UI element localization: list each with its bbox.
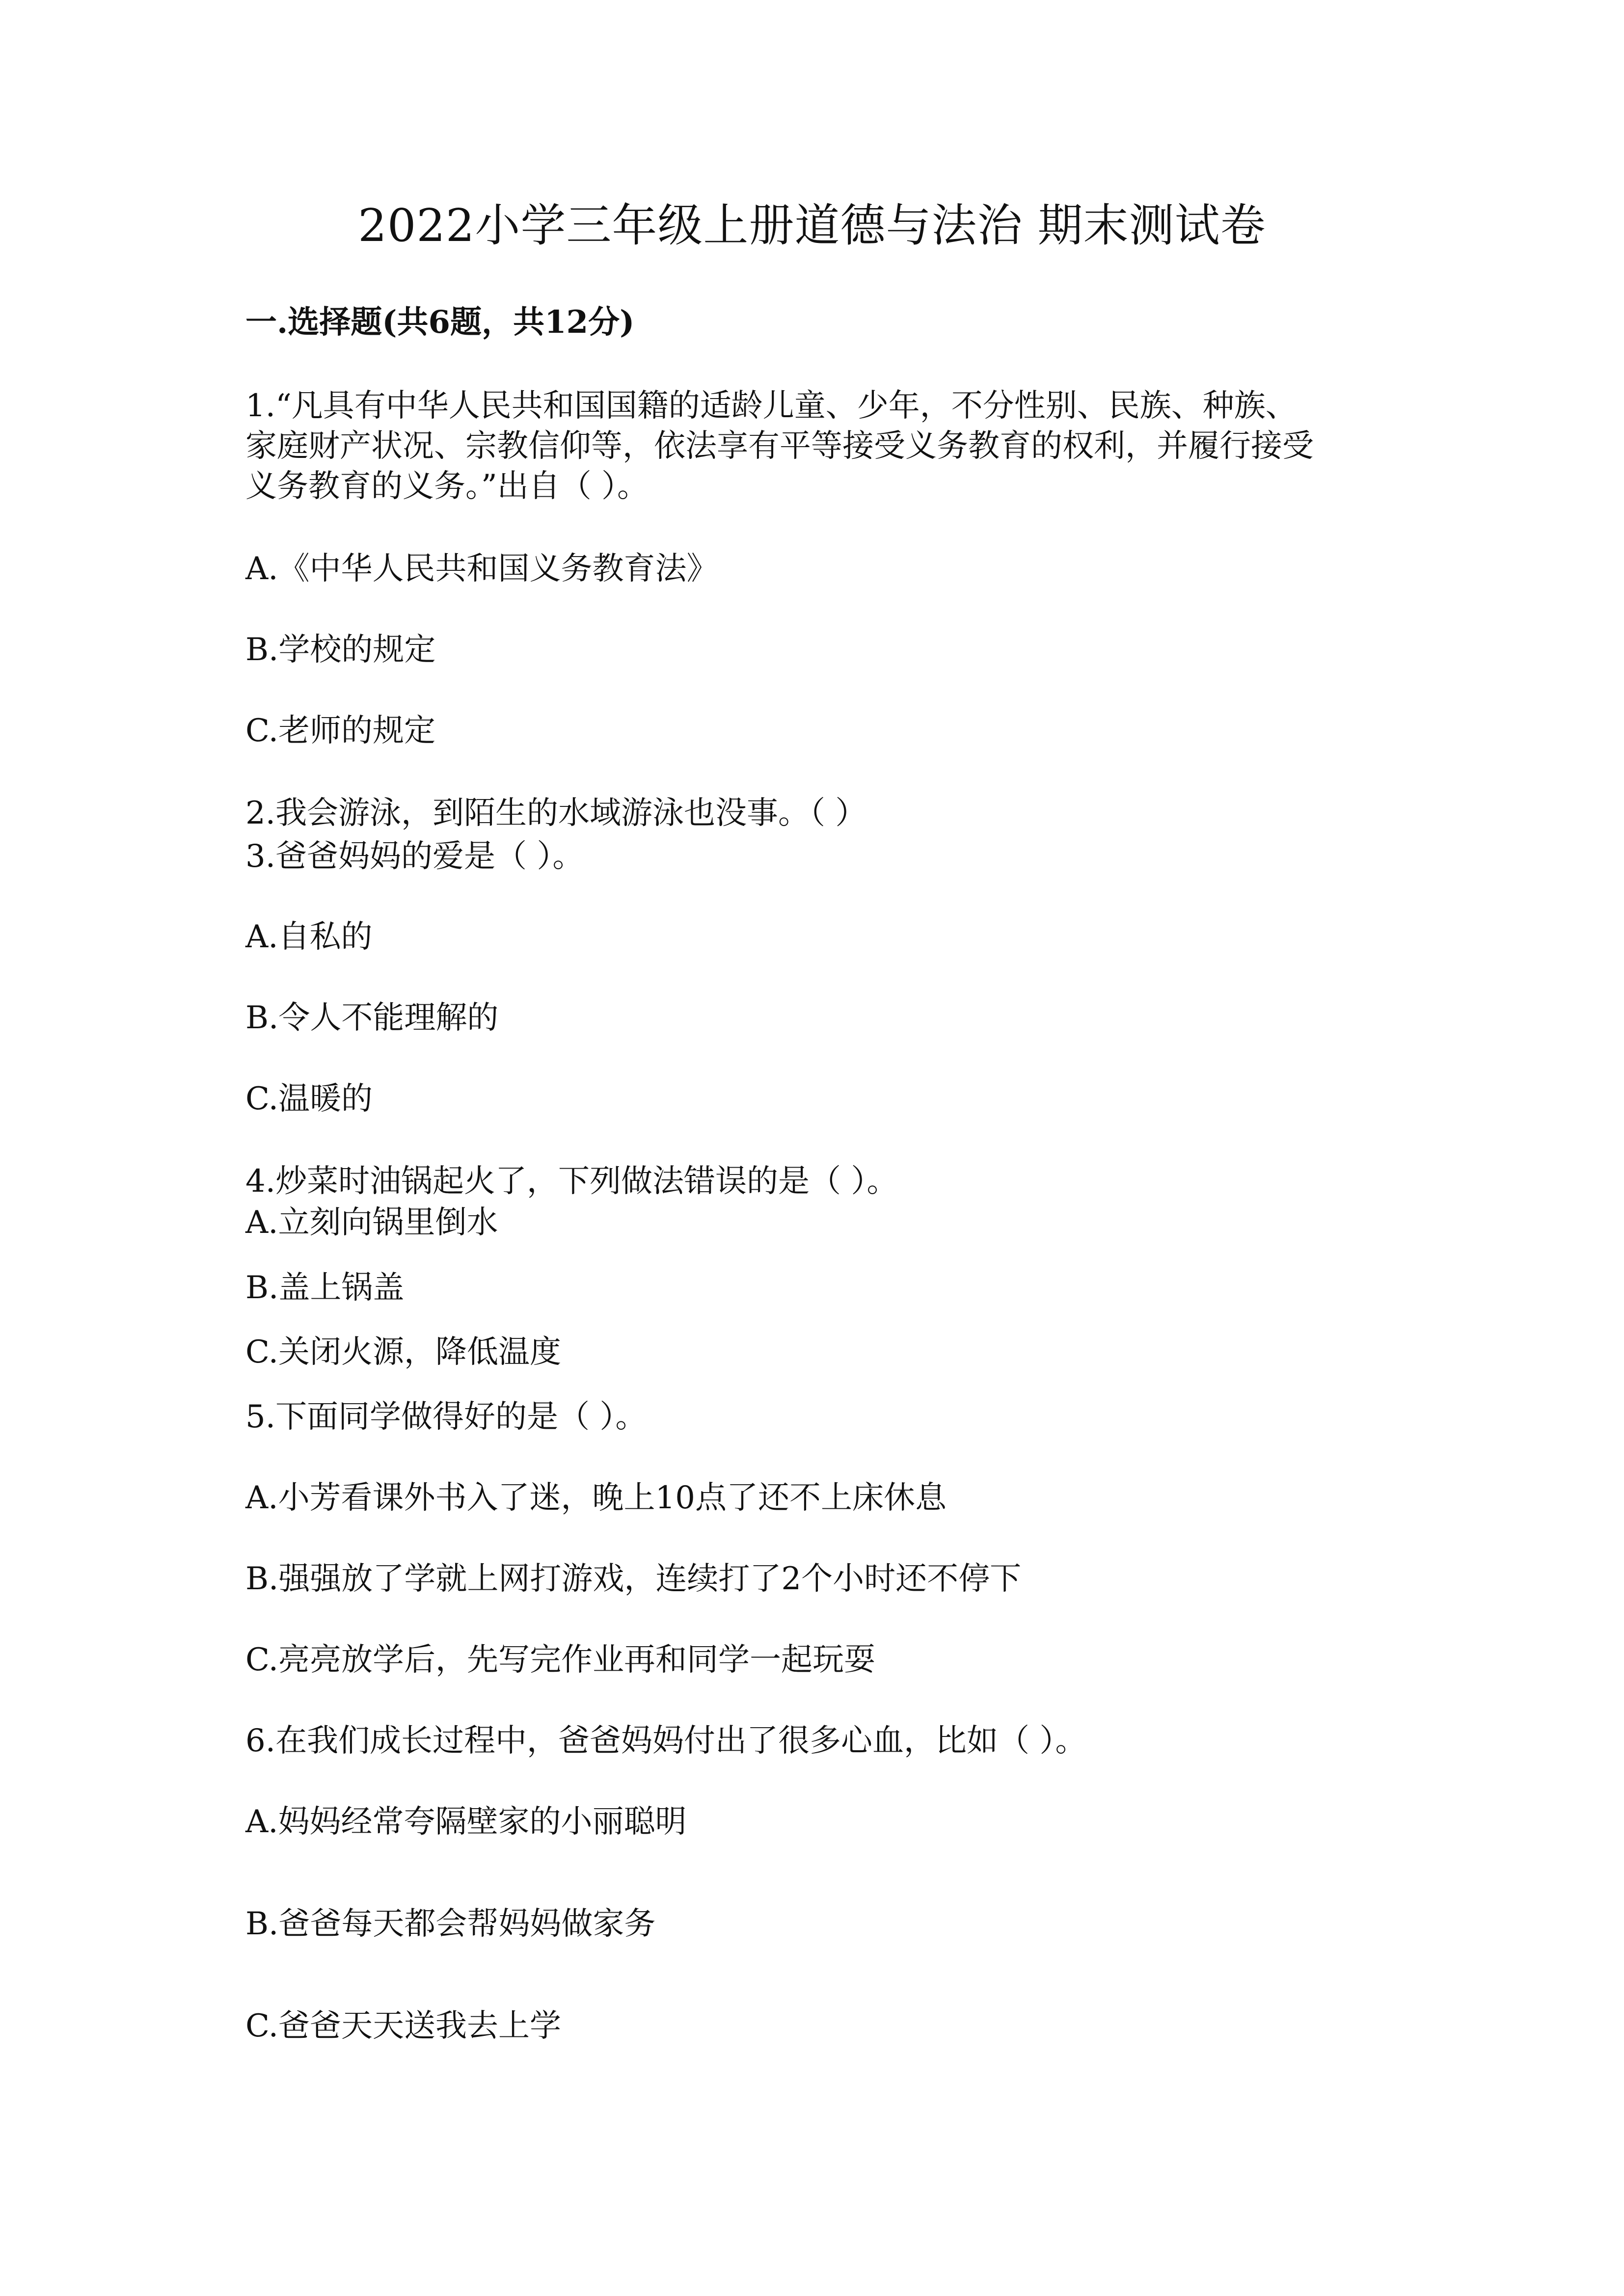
question-1-option-b: B.学校的规定 [245, 632, 436, 668]
question-1-line-1: 1.“凡具有中华人民共和国国籍的适龄儿童、少年，不分性别、民族、种族、 [245, 388, 1297, 424]
question-4-option-a: A.立刻向锅里倒水 [245, 1204, 498, 1241]
question-6-option-c: C.爸爸天天送我去上学 [245, 2008, 562, 2044]
question-1-option-c: C.老师的规定 [245, 713, 436, 749]
question-3-option-a: A.自私的 [245, 919, 373, 955]
question-1-line-3: 义务教育的义务。”出自（ ）。 [245, 468, 649, 505]
page-title: 2022小学三年级上册道德与法治 期末测试卷 [358, 199, 1266, 252]
question-3: 3.爸爸妈妈的爱是（ ）。 [245, 838, 584, 875]
question-5-option-b: B.强强放了学就上网打游戏，连续打了2个小时还不停下 [245, 1561, 1022, 1597]
question-6-option-b: B.爸爸每天都会帮妈妈做家务 [245, 1906, 656, 1942]
question-3-option-b: B.令人不能理解的 [245, 1000, 499, 1036]
question-5: 5.下面同学做得好的是（ ）。 [245, 1399, 647, 1435]
question-5-option-c: C.亮亮放学后，先写完作业再和同学一起玩耍 [245, 1642, 876, 1678]
question-6: 6.在我们成长过程中，爸爸妈妈付出了很多心血，比如（ ）。 [245, 1723, 1087, 1759]
question-6-option-a: A.妈妈经常夸隔壁家的小丽聪明 [245, 1804, 687, 1840]
question-3-option-c: C.温暖的 [245, 1081, 373, 1117]
question-4-option-c: C.关闭火源，降低温度 [245, 1334, 562, 1370]
question-1-line-2: 家庭财产状况、宗教信仰等，依法享有平等接受义务教育的权利，并履行接受 [245, 428, 1314, 464]
question-2: 2.我会游泳，到陌生的水域游泳也没事。（ ） [245, 795, 867, 831]
question-4: 4.炒菜时油锅起火了，下列做法错误的是（ ）。 [245, 1163, 898, 1200]
question-1-option-a: A.《中华人民共和国义务教育法》 [245, 551, 718, 587]
section-heading: 一.选择题(共6题，共12分) [245, 304, 635, 341]
question-4-option-b: B.盖上锅盖 [245, 1270, 405, 1306]
question-5-option-a: A.小芳看课外书入了迷，晚上10点了还不上床休息 [245, 1480, 947, 1516]
